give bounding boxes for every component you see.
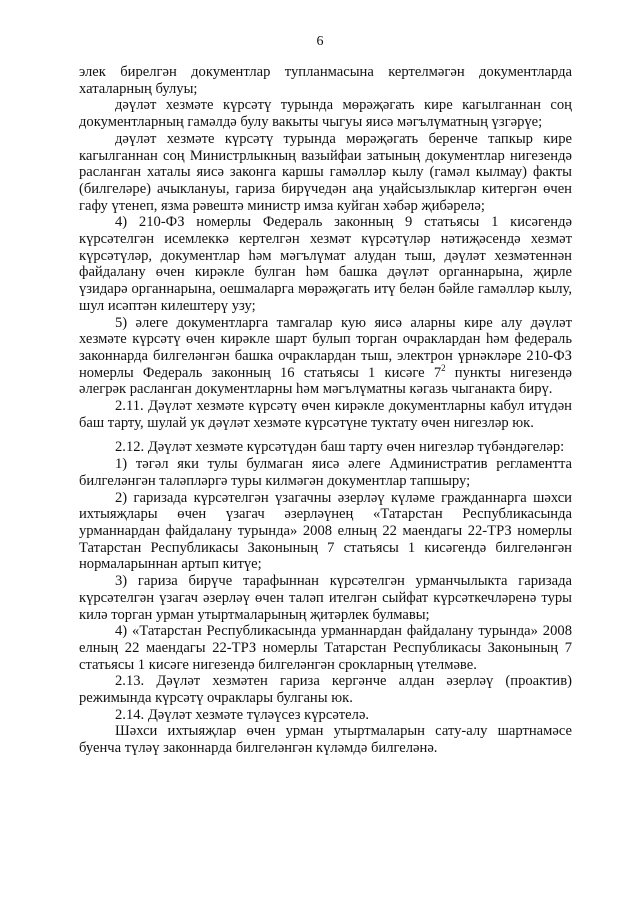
paragraph: элек бирелгән документлар тупланмасына кертелмәгән документларда хаталарның булуы; xyxy=(79,64,572,97)
paragraph: 3) гариза бирүче тарафыннан күрсәтелгән урманчылыкта гаризада күрсәтелгән үзагач әзерләү өчен таләп ителгән сыйфат күрсәткечләренә туры килә торган урман утыртмаларының җитәрлек булмавы; xyxy=(79,573,572,623)
paragraph: Шәхси ихтыяҗлар өчен урман утыртмаларын сату-алу шартнамәсе буенча түләү законнарда билгеләнгән күләмдә билгеләнә. xyxy=(79,723,572,757)
paragraph-text: 5) әлеге документларга тамгалар кую яисә аларны кире алу дәүләт хезмәте күрсәтү өчен кирәкле шарт булып торган очраклардан һәм федераль законнарда билгеләнгән башка очраклардан тыш, электрон үрнәкләре 210-ФЗ номерлы Федераль законның 16 статьясы 1 кисәге 7 xyxy=(79,314,572,381)
paragraph: дәүләт хезмәте күрсәтү турында мөрәҗәгать кире кагылганнан соң документларның гамәлдә булу вакыты чыгуы яисә мәгълүматның үзгәрүе; xyxy=(79,97,572,131)
paragraph: 4) «Татарстан Республикасында урманнардан файдалану турында» 2008 елның 22 маендагы 22-ТРЗ номерлы Татарстан Республикасы Законының 7 статьясы 1 кисәге нигезендә билгеләнгән срокларның үтелмәве. xyxy=(79,623,572,673)
paragraph: 2) гаризада күрсәтелгән үзагачны әзерләү күләме гражданнарга шәхси ихтыяҗлары өчен үзагач әзерләүнең «Татарстан Республикасында урманнардан файдалану турында» 2008 елның 22 маендагы 22-ТРЗ номерлы Татарстан Республикасы Законының 7 статьясы 1 кисәгендә билгеләнгән нормаларыннан артып китүе; xyxy=(79,489,572,573)
paragraph: 1) тәгәл яки тулы булмаган яисә әлеге Административ регламентта билгеләнгән таләпләргә туры килмәгән документлар тапшыру; xyxy=(79,456,572,489)
paragraph: 2.11. Дәүләт хезмәте күрсәтү өчен кирәкле документларны кабул итүдән баш тарту, шулай ук дәүләт хезмәте күрсәтүне туктату өчен нигезләр юк. xyxy=(79,398,572,431)
paragraph: 2.14. Дәүләт хезмәте түләүсез күрсәтелә. xyxy=(115,706,370,723)
paragraph: дәүләт хезмәте күрсәтү турында мөрәҗәгать беренче тапкыр кире кагылганнан соң Министрлыкның вазыйфаи затының документлар нигезендә расланган хаталы яисә законга каршы гамәлләр кылу (гамәл кылмау) факты (билгеләре) ачыклануы, гариза бирүчедән аңа уңайсызлыклар китергән өчен гафу үтенеп, язма рәвештә министр имза куйган хәбәр җибәрелә; xyxy=(79,130,572,214)
superscript: 2 xyxy=(441,362,446,373)
paragraph xyxy=(79,315,572,399)
paragraph: 2.12. Дәүләт хезмәте күрсәтүдән баш тарту өчен нигезләр түбәндәгеләр: xyxy=(115,439,565,456)
page-number: 6 xyxy=(316,34,324,49)
paragraph-text-tail: пункты нигезендә әлегрәк расланган документларны һәм мәгълүматны кәгазь чыганакта бирү. xyxy=(79,364,572,398)
paragraph: 2.13. Дәүләт хезмәтен гариза кергәнче алдан әзерләү (проактив) режимында күрсәтү очраклары булганы юк. xyxy=(79,673,572,707)
document-body xyxy=(79,64,572,757)
paragraph: 4) 210-ФЗ номерлы Федераль законның 9 статьясы 1 кисәгендә күрсәтелгән исемлеккә кертелгән хезмәт күрсәтүләр нәтиҗәсендә хезмәт күрсәтүләр, документлар һәм мәгълүмат алудан тыш, дәүләт хезмәтеннән файдалану өчен кирәкле булган һәм башка дәүләт органнарына, җирле үзидарә органнарына, оешмаларга мөрәҗәгать итү белән бәйле гамәлләр кылу, шул исәптән килештерү узу; xyxy=(79,214,572,314)
